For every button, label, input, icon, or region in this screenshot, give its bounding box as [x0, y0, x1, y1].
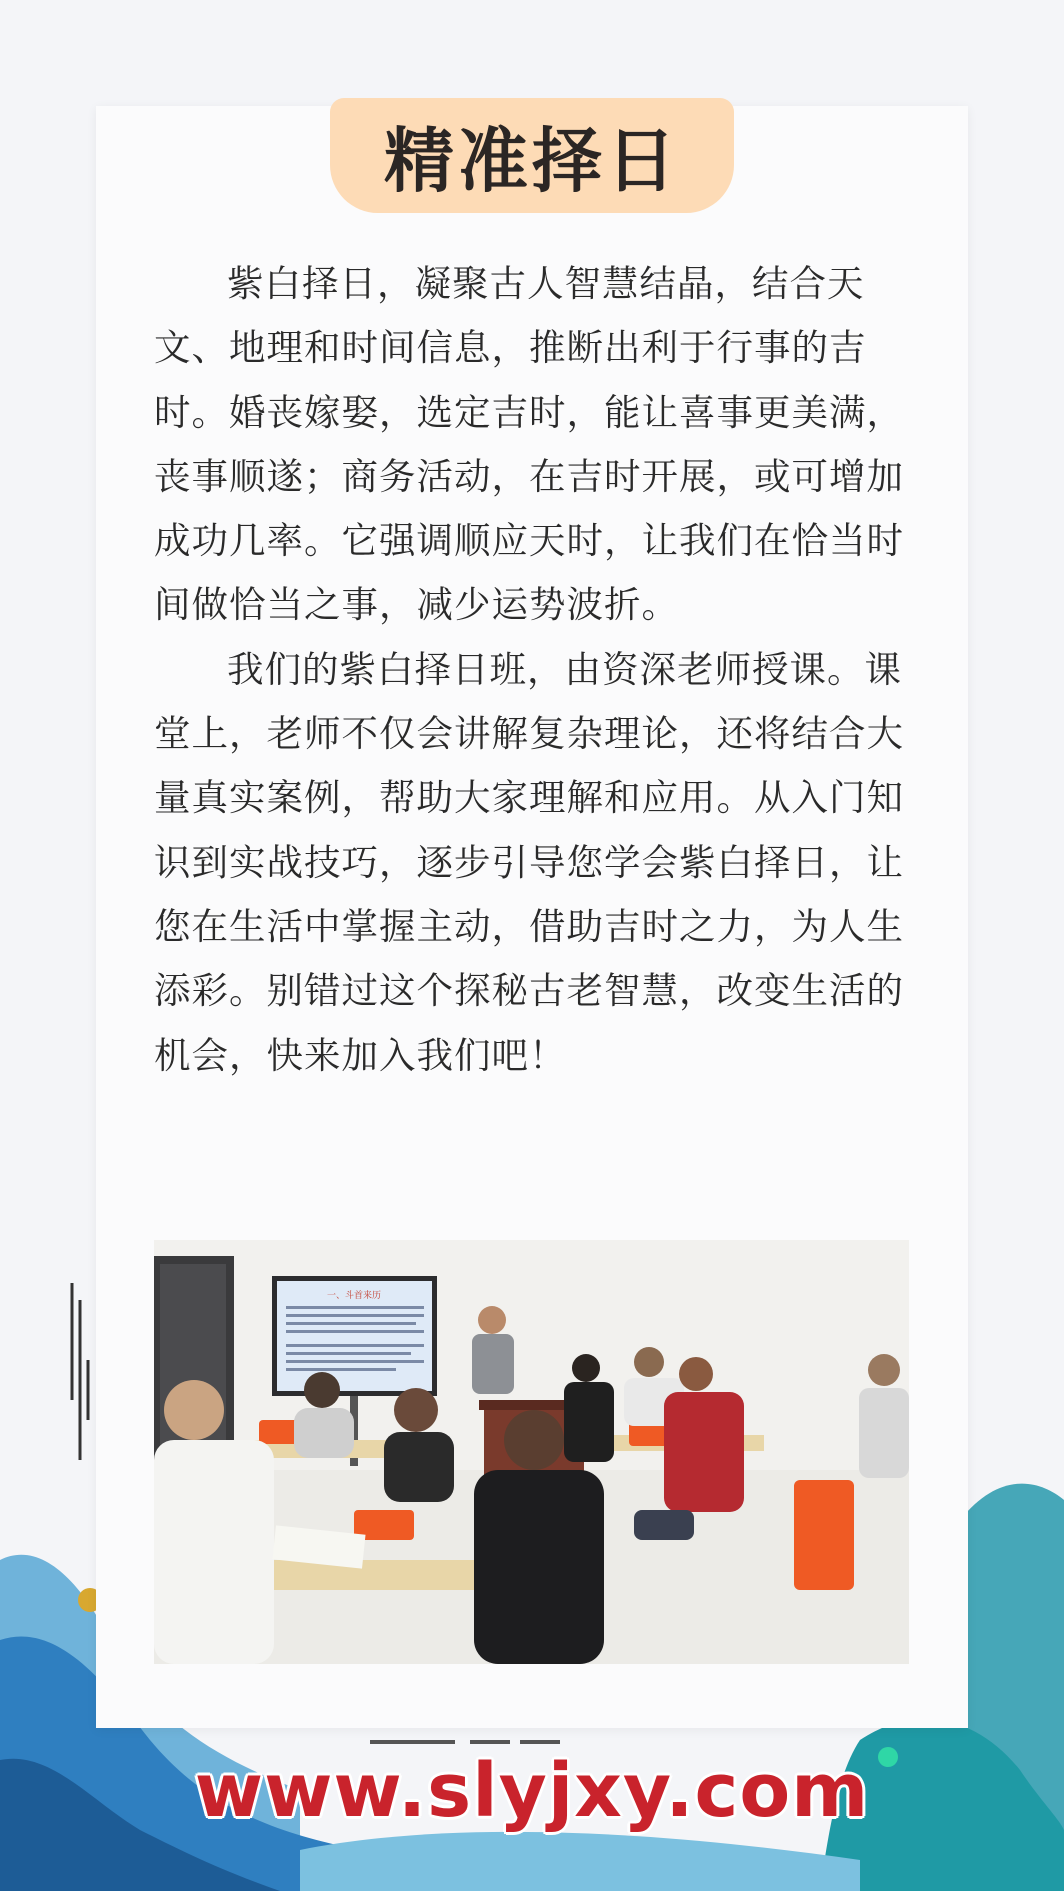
- title-tab: [330, 98, 734, 213]
- teacher: [478, 1306, 506, 1334]
- classroom-photo: [154, 1240, 909, 1664]
- left-dash-decoration: [72, 1283, 88, 1460]
- classroom-illustration: [154, 1240, 909, 1664]
- website-url[interactable]: www.slyjxy.com: [194, 1748, 870, 1834]
- wave-shape-bottom-center: [300, 1832, 860, 1891]
- screen-heading: 一、斗首来历: [326, 1291, 382, 1301]
- paragraph-intro: 紫白择日，凝聚古人智慧结晶，结合天文、地理和时间信息，推断出利于行事的吉时。婚丧嫁娶，选定吉时，能让喜事更美满，丧事顺遂；商务活动，在吉时开展，或可增加成功几率。它强调顺应天时，让我们在恰当时间做恰当之事，减少运势波折。: [154, 262, 904, 627]
- paragraph-class: 我们的紫白择日班，由资深老师授课。课堂上，老师不仅会讲解复杂理论，还将结合大量真实案例，帮助大家理解和应用。从入门知识到实战技巧，逐步引导您学会紫白择日，让您在生活中掌握主动，借助吉时之力，为人生添彩。别错过这个探秘古老智慧，改变生活的机会，快来加入我们吧！: [154, 647, 904, 1077]
- page-title: 精准择日: [384, 120, 680, 202]
- body-text: [154, 252, 938, 1088]
